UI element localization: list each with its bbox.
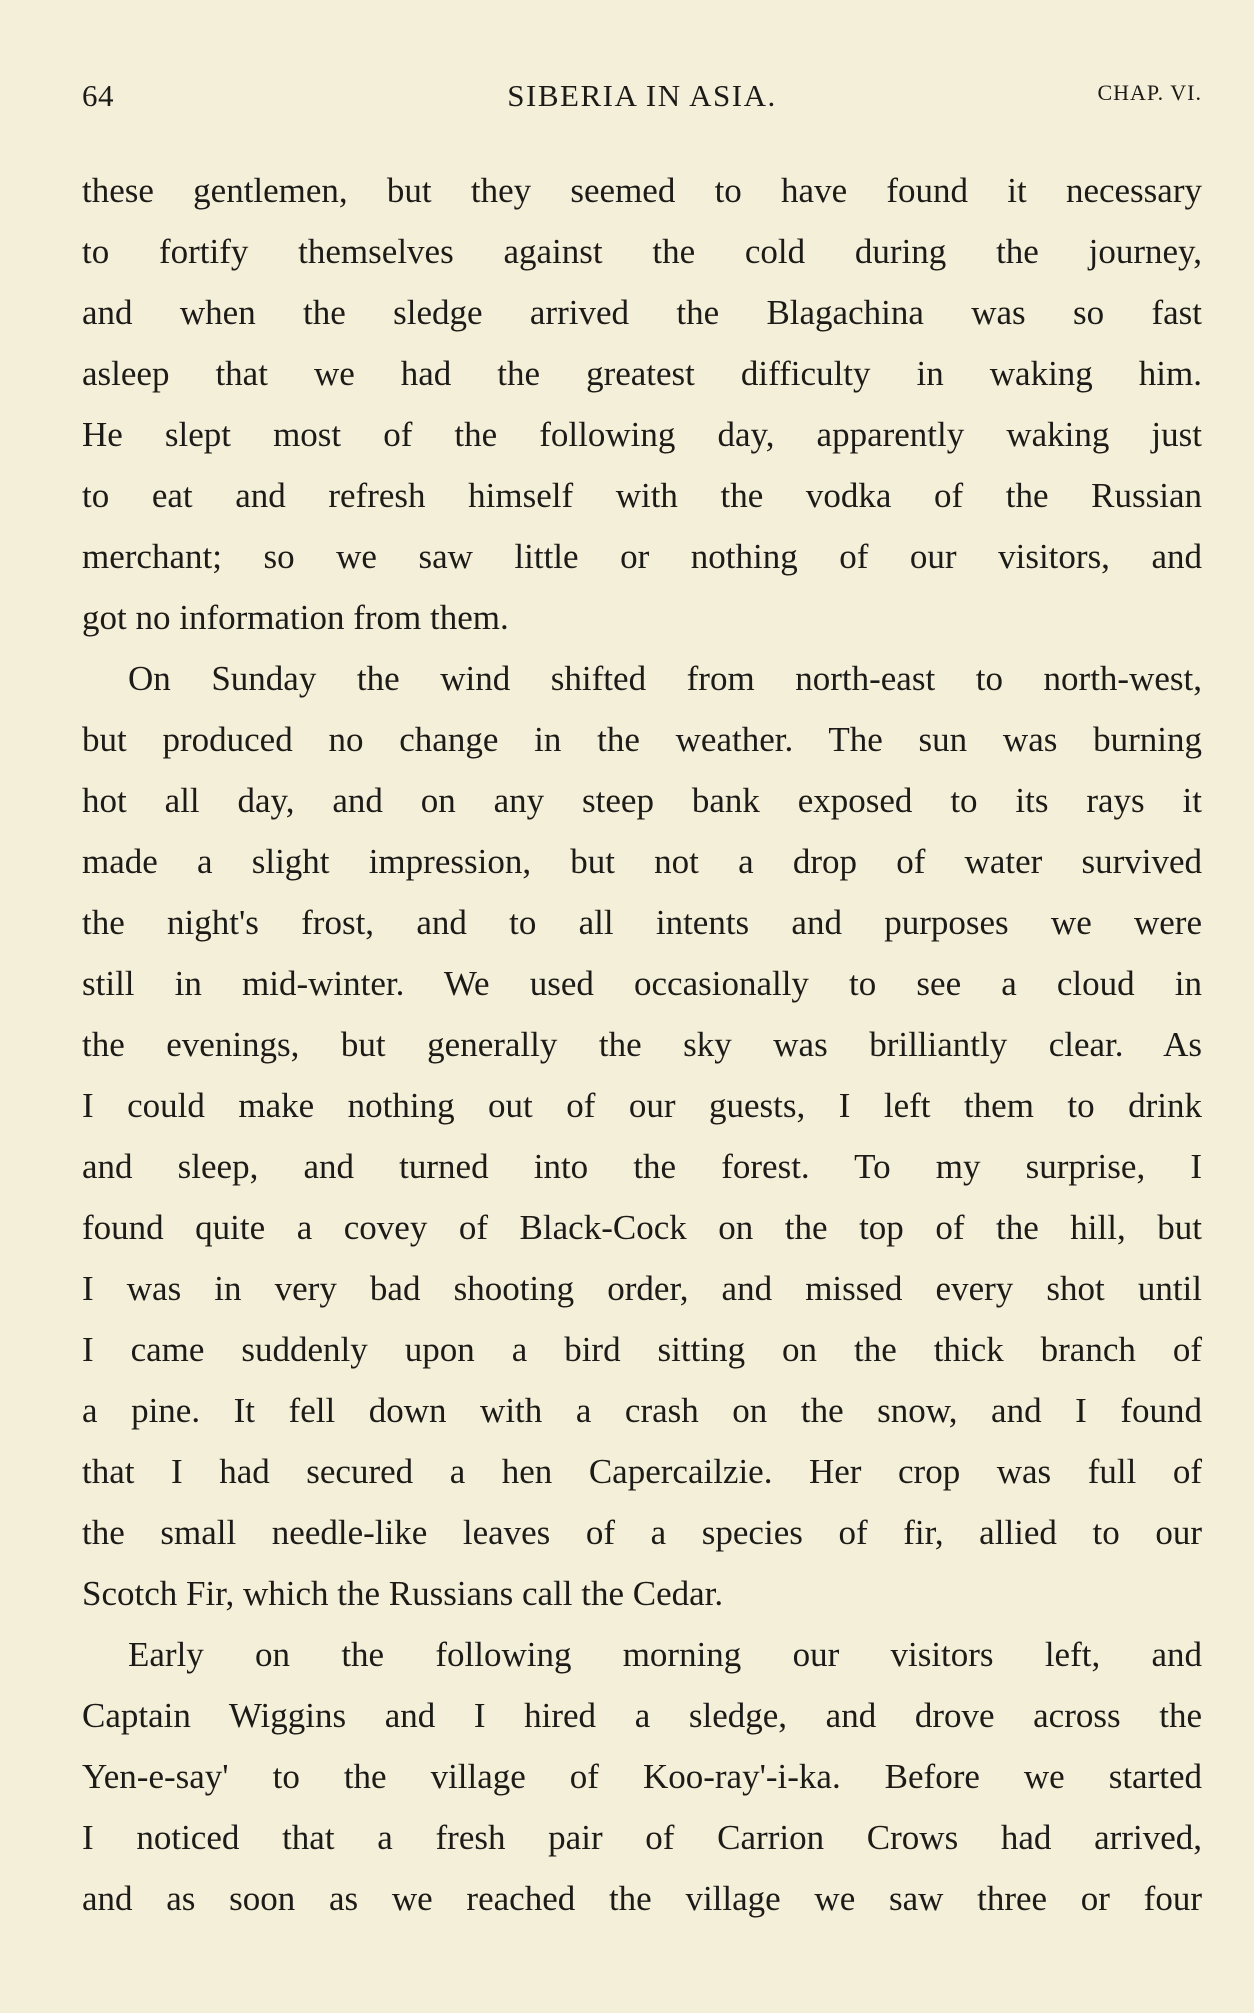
text-line: and as soon as we reached the village we saw three or four: [82, 1879, 1202, 1918]
text-line: made a slight impression, but not a drop of water survived: [82, 842, 1202, 881]
body-text: [82, 160, 1202, 1929]
text-line: He slept most of the following day, apparently waking just: [82, 415, 1202, 454]
text-line: still in mid-winter. We used occasionally to see a cloud in: [82, 964, 1202, 1003]
text-line: Yen-e-say' to the village of Koo-ray'-i-ka. Before we started: [82, 1757, 1202, 1796]
text-line: I was in very bad shooting order, and missed every shot until: [82, 1269, 1202, 1308]
text-line: I noticed that a fresh pair of Carrion Crows had arrived,: [82, 1818, 1202, 1857]
text-line: that I had secured a hen Capercailzie. Her crop was full of: [82, 1452, 1202, 1491]
text-line: Captain Wiggins and I hired a sledge, and drove across the: [82, 1696, 1202, 1735]
text-line: to fortify themselves against the cold during the journey,: [82, 232, 1202, 271]
text-line: asleep that we had the greatest difficulty in waking him.: [82, 354, 1202, 393]
text-line: I came suddenly upon a bird sitting on the thick branch of: [82, 1330, 1202, 1369]
text-line: a pine. It fell down with a crash on the snow, and I found: [82, 1391, 1202, 1430]
text-line: to eat and refresh himself with the vodka of the Russian: [82, 476, 1202, 515]
text-line: got no information from them.: [82, 598, 509, 637]
page-number: 64: [82, 78, 114, 113]
text-line: and sleep, and turned into the forest. To my surprise, I: [82, 1147, 1202, 1186]
text-line: I could make nothing out of our guests, I left them to drink: [82, 1086, 1202, 1125]
running-title: SIBERIA IN ASIA.: [507, 78, 777, 113]
text-line: merchant; so we saw little or nothing of our visitors, and: [82, 537, 1202, 576]
text-line: these gentlemen, but they seemed to have found it necessary: [82, 171, 1202, 210]
running-head: [82, 78, 1202, 118]
text-line: hot all day, and on any steep bank exposed to its rays it: [82, 781, 1202, 820]
text-line: and when the sledge arrived the Blagachina was so fast: [82, 293, 1202, 332]
text-line: Early on the following morning our visitors left, and: [128, 1635, 1202, 1674]
text-line: the small needle-like leaves of a species of fir, allied to our: [82, 1513, 1202, 1552]
chapter-label: CHAP. VI.: [1097, 80, 1202, 105]
text-line: found quite a covey of Black-Cock on the top of the hill, but: [82, 1208, 1202, 1247]
text-line: the night's frost, and to all intents and purposes we were: [82, 903, 1202, 942]
text-line: Scotch Fir, which the Russians call the Cedar.: [82, 1574, 724, 1613]
text-line: the evenings, but generally the sky was brilliantly clear. As: [82, 1025, 1202, 1064]
text-line: On Sunday the wind shifted from north-east to north-west,: [128, 659, 1202, 698]
text-line: but produced no change in the weather. The sun was burning: [82, 720, 1202, 759]
